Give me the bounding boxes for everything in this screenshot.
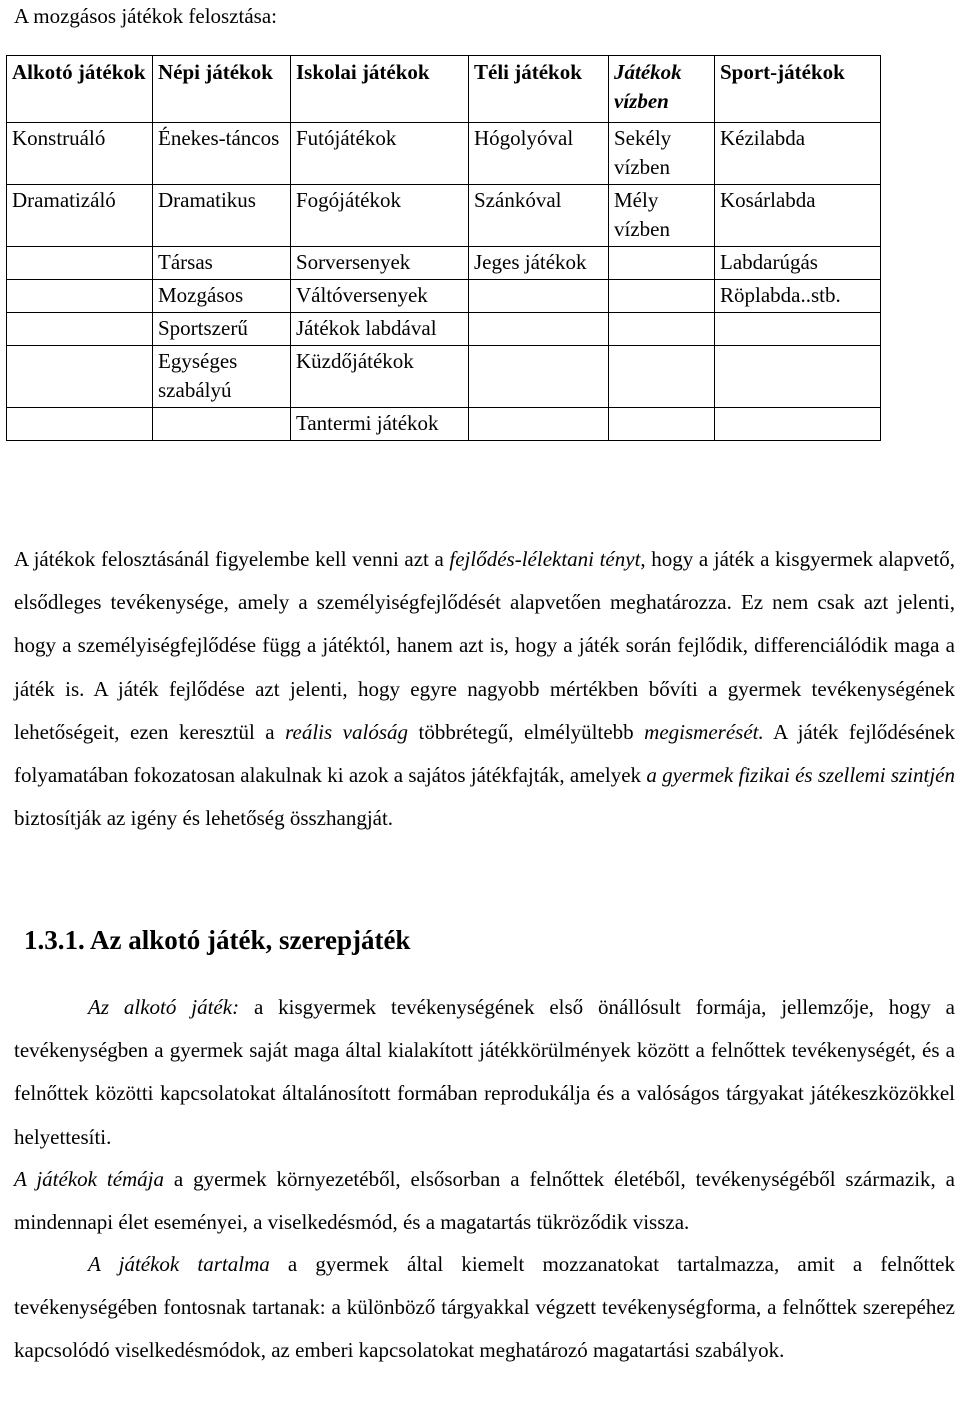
table-cell <box>715 408 881 441</box>
paragraph-game-theme <box>14 1158 955 1244</box>
header-cell: Iskolai játékok <box>291 56 469 123</box>
text-run: , hogy a játék a kisgyermek alapvető, elsődleges tevékenysége, amely a személyiségfejlődését alapvetően meghatározza. Ez nem csak azt jelenti, hogy a személyiségfejlődése függ a játéktól, hanem azt is, hogy a játék során fejlődik, differenciálódik maga a játék is. A játék fejlődése azt jelenti, hogy egyre nagyobb mértékben bővíti a gyermek tevékenységének lehetőségeit, ezen keresztül a <box>14 547 956 744</box>
table-row <box>7 123 881 185</box>
table-row <box>7 280 881 313</box>
table-row <box>7 346 881 408</box>
table-cell: Sportszerű <box>153 313 291 346</box>
table-cell <box>609 247 715 280</box>
table-cell: Dramatikus <box>153 185 291 247</box>
table-row <box>7 313 881 346</box>
table-cell: Röplabda..stb. <box>715 280 881 313</box>
table-cell <box>7 247 153 280</box>
italic-run: megismerését. <box>644 719 764 744</box>
section-heading: 1.3.1. Az alkotó játék, szerepjáték <box>24 925 411 955</box>
table-cell <box>469 346 609 408</box>
table-cell <box>609 313 715 346</box>
table-cell: Énekes-táncos <box>153 123 291 185</box>
paragraph-creative-play <box>14 986 955 1159</box>
table-cell <box>7 408 153 441</box>
table-cell: Szánkóval <box>469 185 609 247</box>
table-cell: Futójátékok <box>291 123 469 185</box>
table-cell <box>7 280 153 313</box>
table-cell <box>469 313 609 346</box>
table-cell <box>609 346 715 408</box>
italic-run: fejlődés-lélektani tényt <box>449 547 641 571</box>
table-cell: Társas <box>153 247 291 280</box>
text-run: A játék fejlődésének folyamatában fokozatosan alakulnak ki azok a sajátos játékfajták, amelyek <box>14 719 955 788</box>
table-cell <box>715 313 881 346</box>
table-row <box>7 408 881 441</box>
table-cell: Labdarúgás <box>715 247 881 280</box>
text-run: A játékok felosztásánál figyelembe kell venni azt a <box>14 547 450 571</box>
table-cell: Sorversenyek <box>291 247 469 280</box>
table-cell <box>609 408 715 441</box>
text-run: a kisgyermek tevékenységének első önállósult formája, jellemzője, hogy a tevékenységben a gyermek saját maga által kialakított játékkörülmények között a felnőttek tevékenységét, és a felnőttek közötti kapcsolatokat általánosított formában reprodukálja és a valóságos tárgyakat játékeszközökkel helyettesíti. <box>14 995 956 1149</box>
table-cell: Játékok labdával <box>291 313 469 346</box>
table-cell: Dramatizáló <box>7 185 153 247</box>
italic-run: reális valóság <box>285 719 408 744</box>
text-run: a gyermek környezetéből, elsősorban a felnőttek életéből, tevékenységéből származik, a mindennapi élet eseményei, a viselkedésmód, és a magatartás tükröződik vissza. <box>14 1167 955 1235</box>
table-cell: Sekély vízben <box>609 123 715 185</box>
italic-run: A játékok témája <box>14 1167 165 1191</box>
text-run: biztosítják az igény és lehetőség összhangját. <box>14 806 394 831</box>
table-cell: Hógolyóval <box>469 123 609 185</box>
games-classification-table <box>6 55 881 441</box>
table-row <box>7 247 881 280</box>
table-cell <box>7 313 153 346</box>
header-cell: Játékok vízben <box>609 56 715 123</box>
table-header-row <box>7 56 881 123</box>
table-cell: Mély vízben <box>609 185 715 247</box>
table-cell: Egységes szabályú <box>153 346 291 408</box>
header-cell: Alkotó játékok <box>7 56 153 123</box>
header-cell: Téli játékok <box>469 56 609 123</box>
italic-run: Az alkotó játék: <box>88 995 240 1019</box>
table-cell: Kézilabda <box>715 123 881 185</box>
paragraph-classification <box>14 538 955 840</box>
table-cell <box>469 408 609 441</box>
header-cell: Sport-játékok <box>715 56 881 123</box>
table-cell: Küzdőjátékok <box>291 346 469 408</box>
table-cell: Konstruáló <box>7 123 153 185</box>
table-cell: Tantermi játékok <box>291 408 469 441</box>
italic-run: a gyermek fizikai és szellemi szintjén <box>646 763 955 788</box>
table-cell <box>7 346 153 408</box>
table-cell <box>715 346 881 408</box>
table-cell: Mozgásos <box>153 280 291 313</box>
text-run: a gyermek által kiemelt mozzanatokat tartalmazza, amit a felnőttek tevékenységében fontosnak tartanak: a különböző tárgyakkal végzett tevékenységforma, a felnőttek szerepéhez kapcsolódó viselkedésmódok, az emberi kapcsolatokat meghatározó magatartási szabályok. <box>14 1252 956 1363</box>
table-cell <box>609 280 715 313</box>
table-cell <box>153 408 291 441</box>
table-row <box>7 185 881 247</box>
paragraph-game-content <box>14 1243 955 1373</box>
table-cell: Kosárlabda <box>715 185 881 247</box>
table-cell <box>469 280 609 313</box>
header-cell: Népi játékok <box>153 56 291 123</box>
italic-run: A játékok tartalma <box>88 1252 270 1276</box>
text-run: többrétegű, elmélyültebb <box>408 719 645 744</box>
table-cell: Fogójátékok <box>291 185 469 247</box>
table-cell: Jeges játékok <box>469 247 609 280</box>
table-cell: Váltóversenyek <box>291 280 469 313</box>
table-intro: A mozgásos játékok felosztása: <box>14 4 278 28</box>
